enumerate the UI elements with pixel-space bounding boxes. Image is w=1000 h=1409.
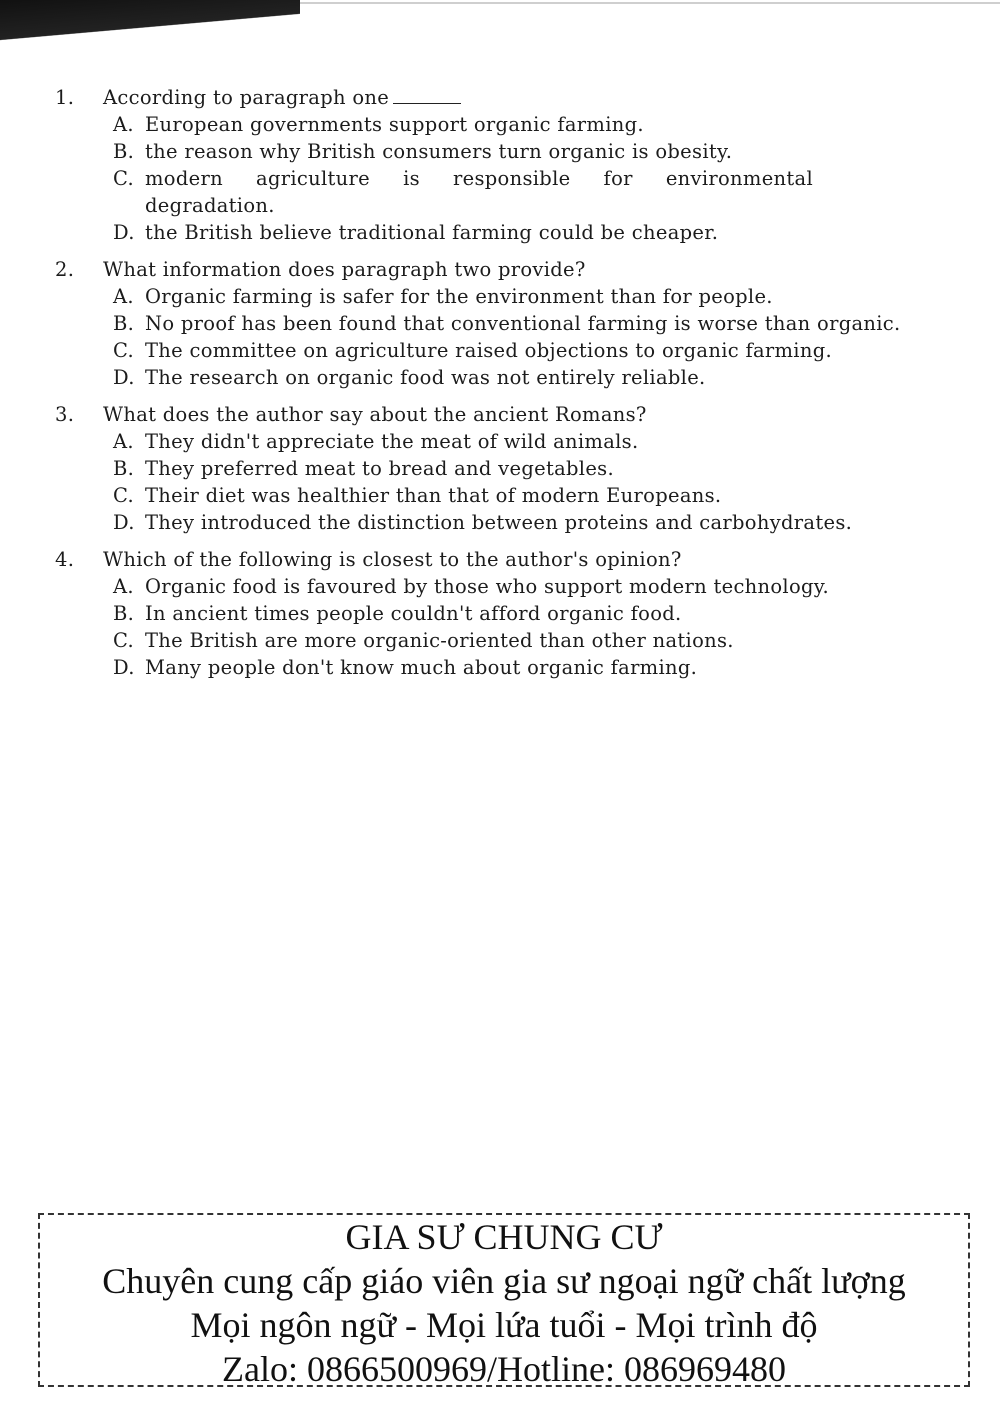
option-b: B. No proof has been found that conventional farming is worse than organic. [113,312,901,335]
advert-box [38,1213,970,1387]
option-a: A. They didn't appreciate the meat of wild animals. [113,430,639,453]
question-number: 3. [55,403,75,426]
question-text: According to paragraph one [103,84,461,111]
option-b: B. They preferred meat to bread and vegetables. [113,457,614,480]
option-a: A. European governments support organic farming. [113,113,644,136]
option-c: C. The British are more organic-oriented than other nations. [113,629,734,652]
option-c: C. modern agriculture is responsible for environmental degradation. [113,167,813,217]
question-3 [55,401,915,536]
question-stem [55,401,915,428]
option-b: B. the reason why British consumers turn organic is obesity. [113,140,733,163]
question-text: What does the author say about the ancient Romans? [103,403,647,426]
question-stem [55,256,915,283]
question-number: 4. [55,548,75,571]
question-4 [55,546,915,681]
answer-blank [393,89,461,104]
scan-edge-line [300,2,1000,4]
option-d: D. The research on organic food was not entirely reliable. [113,366,706,389]
option-d: D. They introduced the distinction between proteins and carbohydrates. [113,511,853,534]
question-stem [55,546,915,573]
question-number: 2. [55,258,75,281]
question-text: Which of the following is closest to the author's opinion? [103,548,682,571]
option-a: A. Organic food is favoured by those who support modern technology. [113,575,830,598]
question-stem [55,84,915,111]
option-a: A. Organic farming is safer for the environment than for people. [113,285,773,308]
question-number: 1. [55,86,75,109]
scan-edge-shadow [0,0,300,46]
advert-subtitle: Mọi ngôn ngữ - Mọi lứa tuổi - Mọi trình độ [190,1305,818,1345]
question-1 [55,84,915,246]
advert-contact: Zalo: 0866500969/Hotline: 086969480 [222,1349,786,1389]
question-2 [55,256,915,391]
option-b: B. In ancient times people couldn't afford organic food. [113,602,682,625]
option-d: D. Many people don't know much about organic farming. [113,656,698,679]
advert-tagline: Chuyên cung cấp giáo viên gia sư ngoại ngữ chất lượng [102,1261,906,1301]
option-c: C. Their diet was healthier than that of modern Europeans. [113,484,722,507]
advert-title: GIA SƯ CHUNG CƯ [345,1217,663,1257]
option-d: D. the British believe traditional farming could be cheaper. [113,221,719,244]
option-c: C. The committee on agriculture raised objections to organic farming. [113,339,832,362]
question-text: What information does paragraph two provide? [103,258,586,281]
question-list [55,84,915,691]
